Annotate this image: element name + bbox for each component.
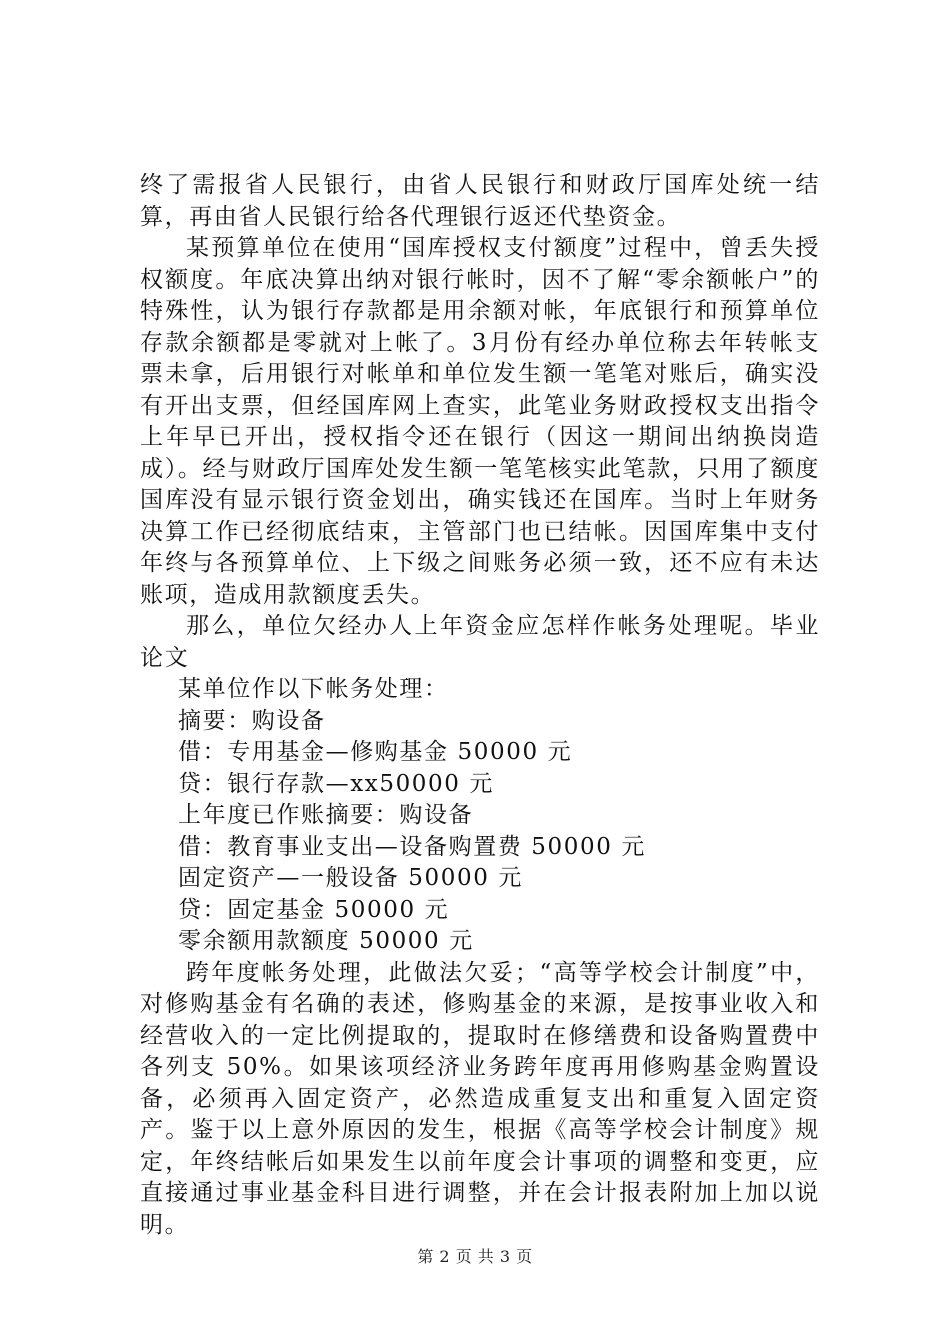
entry-line-prior-summary: 上年度已作账摘要：购设备: [178, 802, 474, 828]
entry-line-fixed-assets: 固定资产—一般设备 50000 元: [178, 865, 523, 891]
entry-line-prior-credit: 贷：固定基金 50000 元: [178, 896, 450, 923]
paragraph-continuation: 终了需报省人民银行，由省人民银行和财政厅国库处统一结算，再由省人民银行给各代理银行返还代垫资金。: [140, 172, 820, 230]
paragraph-analysis: 跨年度帐务处理，此做法欠妥；“高等学校会计制度”中，对修购基金有名确的表述，修购基金的来源，是按事业收入和经营收入的一定比例提取的，提取时在修缮费和设备购置费中各列支 50%。如果该项经济业务跨年度再用修购基金购置设备，必须再入固定资产，必然造成重复支出和重复入固定资产。鉴于以上意外原因的发生，根据《高等学校会计制度》规定，年终结帐后如果发生以前年度会计事项的调整和变更，应直接通过事业基金科目进行调整，并在会计报表附加上加以说明。: [140, 959, 820, 1238]
entry-line-prior-debit: 借：教育事业支出—设备购置费 50000 元: [178, 833, 646, 860]
entry-line-intro: 某单位作以下帐务处理：: [178, 676, 449, 702]
document-body: [140, 170, 820, 1241]
paragraph-question: 那么，单位欠经办人上年资金应怎样作帐务处理呢。毕业论文: [140, 613, 820, 671]
entry-line-quota: 零余额用款额度 50000 元: [178, 928, 474, 954]
entry-line-credit: 贷：银行存款—xx50000 元: [178, 770, 495, 797]
page-number-footer: 第 2 页 共 3 页: [417, 1247, 533, 1266]
entry-line-debit: 借：专用基金—修购基金 50000 元: [178, 739, 573, 765]
entry-line-summary: 摘要：购设备: [178, 707, 326, 734]
paragraph-case-description: 某预算单位在使用“国库授权支付额度”过程中，曾丢失授权额度。年底决算出纳对银行帐时，因不了解“零余额帐户”的特殊性，认为银行存款都是用余额对帐，年底银行和预算单位存款余额都是零就对上帐了。3月份有经办单位称去年转帐支票未拿，后用银行对帐单和单位发生额一笔笔对账后，确实没有开出支票，但经国库网上查实，此笔业务财政授权支出指令上年早已开出，授权指令还在银行（因这一期间出纳换岗造成）。经与财政厅国库处发生额一笔笔核实此笔款，只用了额度国库没有显示银行资金划出，确实钱还在国库。当时上年财务决算工作已经彻底结束，主管部门也已结帐。因国库集中支付年终与各预算单位、上下级之间账务必须一致，还不应有未达账项，造成用款额度丢失。: [140, 235, 820, 608]
